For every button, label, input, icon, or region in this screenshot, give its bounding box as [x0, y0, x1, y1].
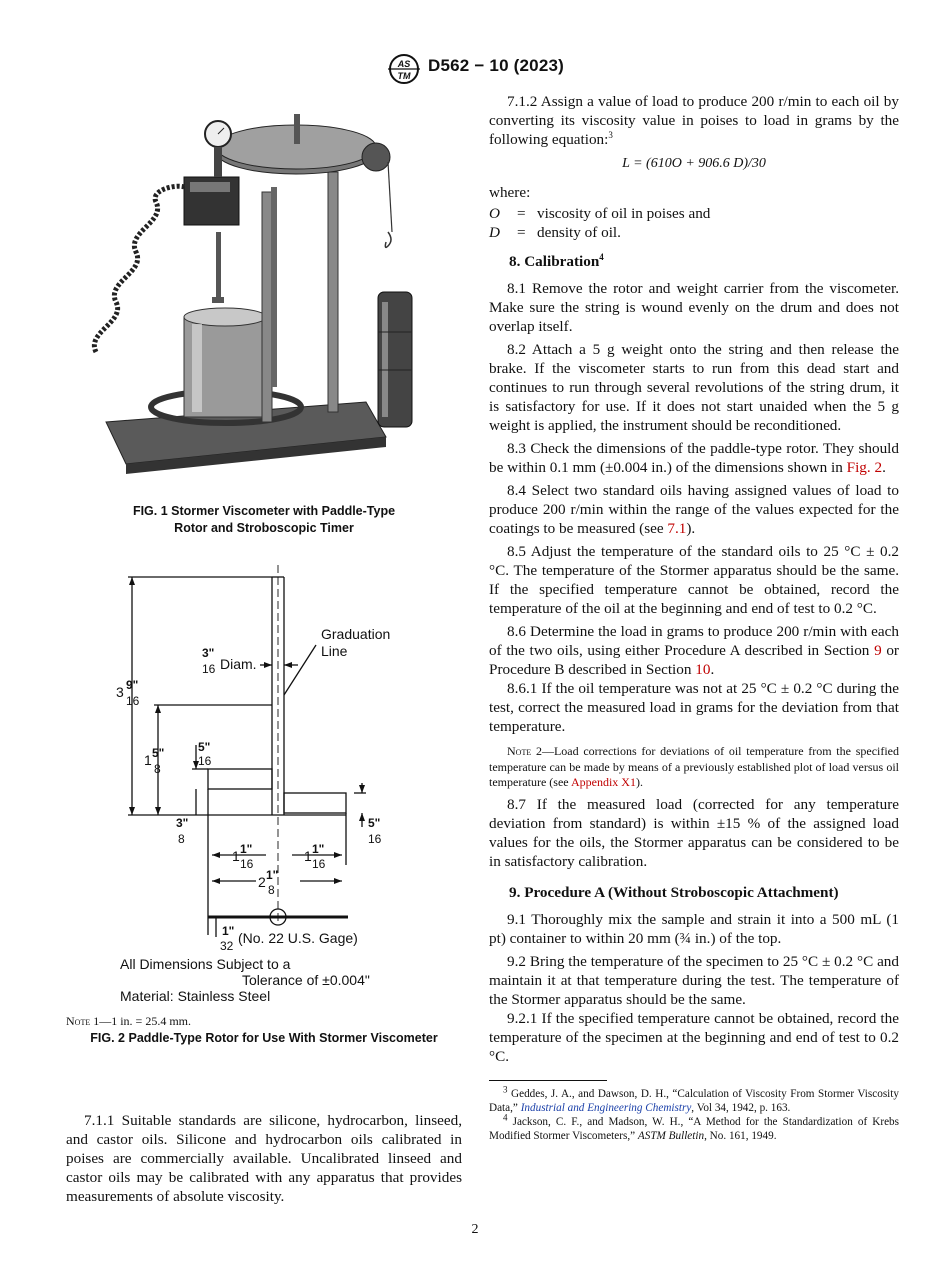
figure-2-caption: FIG. 2 Paddle-Type Rotor for Use With Stormer Viscometer [90, 1030, 438, 1045]
link-fig-2[interactable]: Fig. 2 [846, 459, 883, 476]
paragraph-8-2: 8.2 Attach a 5 g weight onto the string and then release the brake. If the viscometer starts to run from this dead start and continues to run through several revolutions of the string drum, it is satisfactory for use. If it does not start unaided when the 5 g weight is applied, the instrument should be reconditioned. [489, 341, 899, 434]
lower-height-den: 8 [154, 762, 161, 776]
tolerance-line1: All Dimensions Subject to a [120, 956, 291, 972]
total-width-whole: 2 [258, 874, 266, 890]
footnote-3-journal-link[interactable]: Industrial and Engineering Chemistry [520, 1101, 692, 1114]
paragraph-8-6-end: . [710, 661, 715, 678]
note-2-end: ). [635, 775, 643, 789]
paragraph-8-1: 8.1 Remove the rotor and weight carrier from the viscometer. Make sure the string is wound evenly on the drum and does not overlap itself. [489, 280, 899, 335]
material-label: Material: Stainless Steel [120, 988, 271, 1004]
section-9-heading: 9. Procedure A (Without Stroboscopic Attachment) [509, 883, 839, 901]
footnote-4-journal: ASTM Bulletin [637, 1129, 705, 1142]
where-label: where: [489, 184, 531, 201]
blade-height-num: 3" [176, 816, 189, 830]
lower-height-whole: 1 [144, 752, 152, 768]
total-height-num: 9" [126, 678, 139, 692]
link-section-9[interactable]: 9 [874, 642, 882, 659]
note-2-label: Note 2 [507, 744, 542, 758]
footnote-3 [489, 1083, 899, 1115]
definition-symbol: D [489, 224, 500, 241]
section-8-title: 8. Calibration [509, 253, 600, 270]
figure-2-note [66, 1014, 462, 1030]
footnote-ref-4: 4 [599, 251, 604, 262]
definition-equals: = [517, 205, 526, 222]
figure-1-caption-line2: Rotor and Stroboscopic Timer [174, 521, 354, 535]
link-section-10[interactable]: 10 [695, 661, 711, 678]
wire-gage-label: (No. 22 U.S. Gage) [238, 930, 358, 946]
left-column [66, 92, 462, 1206]
paragraph-8-5: 8.5 Adjust the temperature of the standard oils to 25 °C ± 0.2 °C. The temperature of the Stormer apparatus should be the same. If the specified temperature cannot be obtained, record the temperature of the oil at the beginning and end of test to 0.2 °C. [489, 543, 899, 617]
blade-height-den: 8 [178, 832, 185, 846]
total-height-den: 16 [126, 694, 140, 708]
svg-text:AS: AS [397, 59, 411, 69]
paragraph-8-6-mid: or Procedure B described in Section [489, 642, 899, 678]
footnote-3-end: , Vol 34, 1942, p. 163. [691, 1101, 791, 1114]
page-number: 2 [471, 1222, 479, 1237]
diam-label: Diam. [220, 656, 257, 672]
paragraph-7-1-2-text: 7.1.2 Assign a value of load to produce 200 r/min to each oil by converting its viscosity value in poises to load in grams by the following equation: [489, 93, 899, 148]
diam-den: 16 [202, 662, 216, 676]
half-width-left-whole: 1 [232, 848, 240, 864]
half-width-right-den: 16 [312, 857, 326, 871]
paragraph-8-6-text: 8.6 Determine the load in grams to produce 200 r/min with each of the two oils, using either Procedure A described in Section [489, 623, 899, 659]
footnote-4-end: , No. 161, 1949. [704, 1129, 777, 1142]
paragraph-8-4 [489, 481, 899, 538]
diam-num: 3" [202, 646, 215, 660]
wire-num: 1" [222, 924, 235, 938]
definition-row [489, 223, 899, 242]
blade-num: 5" [198, 740, 211, 754]
definition-symbol: O [489, 205, 500, 222]
figure-1-caption-line1: FIG. 1 Stormer Viscometer with Paddle-Type [132, 504, 396, 518]
paragraph-9-2: 9.2 Bring the temperature of the specimen to 25 °C ± 0.2 °C and maintain it at that temperature during the test. The temperature of the Stormer apparatus should be the same. [489, 952, 899, 1008]
astm-logo [384, 53, 424, 85]
paragraph-8-6-1: 8.6.1 If the oil temperature was not at 25 °C ± 0.2 °C during the test, correct the measured load in grams for the deviation from that temperature. [489, 680, 899, 735]
paragraph-8-3-end: . [882, 459, 886, 476]
footnote-4-number: 4 [503, 1111, 508, 1122]
paragraph-8-3 [489, 439, 899, 477]
total-width-num: 1" [266, 868, 279, 882]
right-blade-den: 16 [368, 832, 382, 846]
right-blade-num: 5" [368, 816, 381, 830]
definition-text: density of oil. [537, 224, 621, 241]
note-1-label: Note 1 [66, 1014, 100, 1028]
paddle-rotor-drawing [66, 565, 462, 1005]
note-1-text: —1 in. = 25.4 mm. [99, 1014, 191, 1028]
stormer-viscometer-figure [66, 92, 462, 492]
footnote-4-text: Jackson, C. F., and Madson, W. H., “A Method for the Standardization of Krebs Modified Stormer Viscometers,” [489, 1115, 900, 1142]
load-equation: L = (610O + 906.6 D)/30 [622, 156, 766, 171]
footnote-3-text: Geddes, J. A., and Dawson, D. H., “Calculation of Viscosity From Stormer Viscosity Data,” [489, 1087, 899, 1114]
paragraph-9-2-1: 9.2.1 If the specified temperature cannot be obtained, record the temperature of the specimen at the beginning and end of test to 0.2 °C. [489, 1009, 899, 1065]
footnote-divider [489, 1080, 607, 1081]
total-width-den: 8 [268, 883, 275, 897]
section-8-heading [489, 252, 899, 271]
graduation-label: Graduation [321, 626, 391, 642]
blade-den: 16 [198, 754, 212, 768]
half-width-right-num: 1" [312, 842, 325, 856]
paragraph-8-6 [489, 622, 899, 679]
paragraph-7-1-1: 7.1.1 Suitable standards are silicone, hydrocarbon, linseed, and castor oils. Silicone and hydrocarbon oils calibrated in poises are commercially available. Uncalibrated linseed and castor oils may be calibrated with any apparatus that provides measurements of absolute viscosity. [66, 1111, 462, 1205]
paragraph-8-4-text: 8.4 Select two standard oils having assigned values of load to produce 200 r/min within the range of the values expected for the coatings to be measured (see [489, 482, 899, 537]
footnote-4 [489, 1111, 900, 1143]
note-2-text: —Load corrections for deviations of oil temperature from the specified temperature can be made by means of a previously established plot of load versus oil temperature (see [489, 744, 900, 789]
half-width-right-whole: 1 [304, 848, 312, 864]
lower-height-num: 5" [152, 746, 165, 760]
definition-row [489, 204, 899, 223]
document-designation: D562 − 10 (2023) [428, 56, 564, 75]
footnote-3-number: 3 [503, 1083, 508, 1094]
definition-text: viscosity of oil in poises and [537, 205, 711, 222]
graduation-line-label: Line [321, 643, 348, 659]
half-width-left-den: 16 [240, 857, 254, 871]
paragraph-8-7: 8.7 If the measured load (corrected for any temperature deviation from standard) is within ±15 % of the assigned load values for the oils, the Stormer apparatus can be considered to be in satisfactory calibration. [489, 795, 899, 870]
wire-den: 32 [220, 939, 234, 953]
paragraph-7-1-2 [489, 92, 899, 149]
link-section-7-1[interactable]: 7.1 [667, 520, 687, 537]
footnote-ref-3: 3 [608, 129, 613, 140]
paragraph-8-3-text: 8.3 Check the dimensions of the paddle-type rotor. They should be within 0.1 mm (±0.004 in.) of the dimensions shown in [489, 440, 899, 476]
svg-text:TM: TM [397, 71, 411, 81]
total-height-whole: 3 [116, 684, 124, 700]
figure-1-caption [66, 503, 462, 537]
paragraph-8-4-end: ). [686, 520, 696, 537]
variable-definitions [489, 204, 899, 242]
paragraph-9-1: 9.1 Thoroughly mix the sample and strain it into a 500 mL (1 pt) container to within 20 mm (¾ in.) of the top. [489, 910, 899, 947]
definition-equals: = [517, 224, 526, 241]
right-column [489, 92, 899, 1143]
note-2 [489, 744, 899, 791]
half-width-left-num: 1" [240, 842, 253, 856]
tolerance-line2: Tolerance of ±0.004" [242, 972, 370, 988]
link-appendix-x1[interactable]: Appendix X1 [570, 775, 636, 789]
